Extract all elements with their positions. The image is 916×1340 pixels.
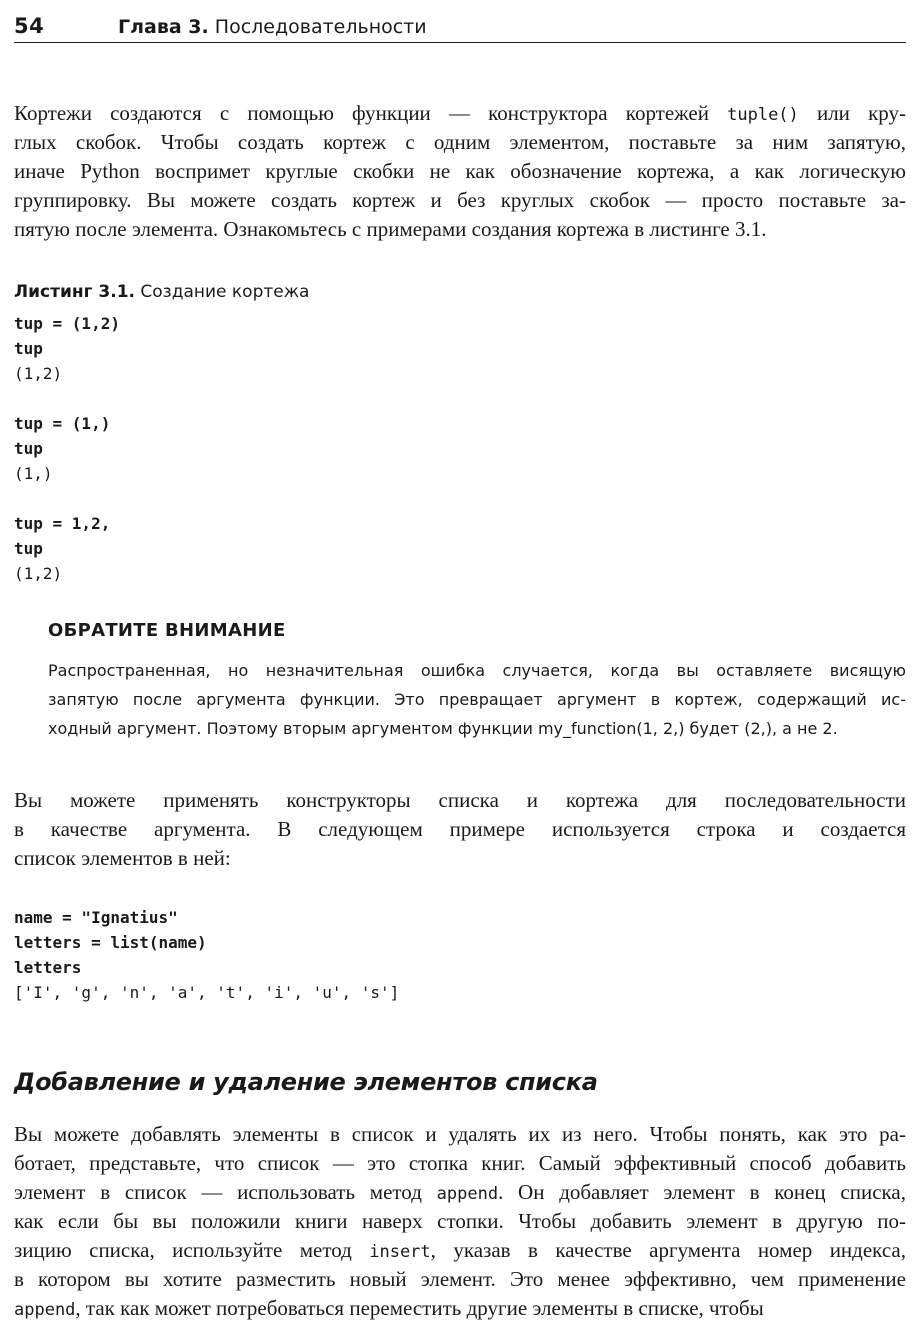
chapter-heading [118, 16, 427, 38]
code-line: tup = (1,2) [14, 314, 120, 333]
code-line: (1,2) [14, 564, 63, 583]
code-line: ['I', 'g', 'n', 'a', 't', 'i', 'u', 's'] [14, 983, 400, 1002]
note-title: ОБРАТИТЕ ВНИМАНИЕ [48, 620, 286, 641]
text-line [14, 1294, 906, 1323]
inline-code: append [436, 1184, 499, 1204]
text-line: запятую после аргумента функции. Это превращает аргумент в кортеж, содержащий ис- [48, 690, 906, 709]
text-line [14, 1149, 906, 1178]
text-segment: зицию списка, используйте метод [14, 1238, 370, 1262]
inline-code: insert [369, 1242, 431, 1262]
note-body [48, 656, 906, 743]
text-segment: или кру- [798, 101, 906, 125]
page-header [14, 8, 906, 43]
code-line: tup [14, 539, 43, 558]
text-line [14, 1120, 906, 1149]
text-line [14, 186, 906, 215]
paragraph-append-insert [14, 1120, 906, 1323]
section-title: Добавление и удаление элементов списка [14, 1068, 598, 1096]
text-line [14, 1265, 906, 1294]
text-segment: как если бы вы положили книги наверх стопки. Чтобы добавить элемент в другую по- [14, 1209, 906, 1233]
code-line: (1,) [14, 464, 53, 483]
code-example [14, 905, 399, 1005]
code-line: letters = list(name) [14, 933, 207, 952]
code-line: tup [14, 339, 43, 358]
text-segment: группировку. Вы можете создать кортеж и без круглых скобок — просто поставьте за- [14, 188, 906, 212]
listing-code [14, 311, 120, 586]
text-line [14, 1207, 906, 1236]
code-line: tup [14, 439, 43, 458]
listing-label: Листинг 3.1. [14, 282, 135, 302]
text-line [14, 157, 906, 186]
text-line: список элементов в ней: [14, 846, 231, 870]
code-line [14, 486, 120, 511]
code-line: (1,2) [14, 364, 63, 383]
text-segment: глых скобок. Чтобы создать кортеж с одним элементом, поставьте за ним запятую, [14, 130, 906, 154]
inline-code: tuple() [727, 105, 799, 125]
text-line: Вы можете применять конструкторы списка и кортежа для последовательности [14, 788, 906, 812]
text-segment: , указав в качестве аргумента номер индекса, [430, 1238, 906, 1262]
text-segment: ботает, представьте, что список — это стопка книг. Самый эффективный способ добавить [14, 1151, 906, 1175]
text-segment: Кортежи создаются с помощью функции — конструктора кортежей [14, 101, 728, 125]
listing-caption [14, 282, 309, 302]
code-line: tup = (1,) [14, 414, 111, 433]
text-segment: . Он добавляет элемент в конец списка, [498, 1180, 906, 1204]
text-segment: , так как может потребоваться переместить другие элементы в списке, чтобы [75, 1296, 764, 1320]
inline-code: append [14, 1300, 76, 1320]
code-line [14, 386, 120, 411]
intro-paragraph [14, 99, 906, 244]
page-number: 54 [14, 14, 45, 38]
code-line: letters [14, 958, 82, 977]
chapter-title: Последовательности [214, 16, 427, 38]
text-line: в качестве аргумента. В следующем примере используется строка и создается [14, 817, 906, 841]
text-segment: Вы можете добавлять элементы в список и удалять их из него. Чтобы понять, как это ра- [14, 1122, 906, 1146]
code-line: name = "Ignatius" [14, 908, 178, 927]
text-segment: в котором вы хотите разместить новый элемент. Это менее эффективно, чем применение [14, 1267, 906, 1291]
code-line: tup = 1,2, [14, 514, 111, 533]
text-line: Распространенная, но незначительная ошибка случается, когда вы оставляете висящую [48, 661, 906, 680]
text-line: ходный аргумент. Поэтому вторым аргументом функции my_function(1, 2,) будет (2,), а не 2. [48, 719, 838, 738]
text-line [14, 215, 906, 244]
text-line [14, 1178, 906, 1207]
listing-title: Создание кортежа [140, 282, 310, 302]
chapter-label: Глава 3. [118, 16, 209, 38]
text-line [14, 99, 906, 128]
text-line [14, 1236, 906, 1265]
text-segment: элемент в список — использовать метод [14, 1180, 437, 1204]
text-segment: пятую после элемента. Ознакомьтесь с примерами создания кортежа в листинге 3.1. [14, 217, 767, 241]
text-segment: иначе Python воспримет круглые скобки не как обозначение кортежа, а как логическую [14, 159, 906, 183]
text-line [14, 128, 906, 157]
paragraph-list-constructors [14, 786, 906, 873]
